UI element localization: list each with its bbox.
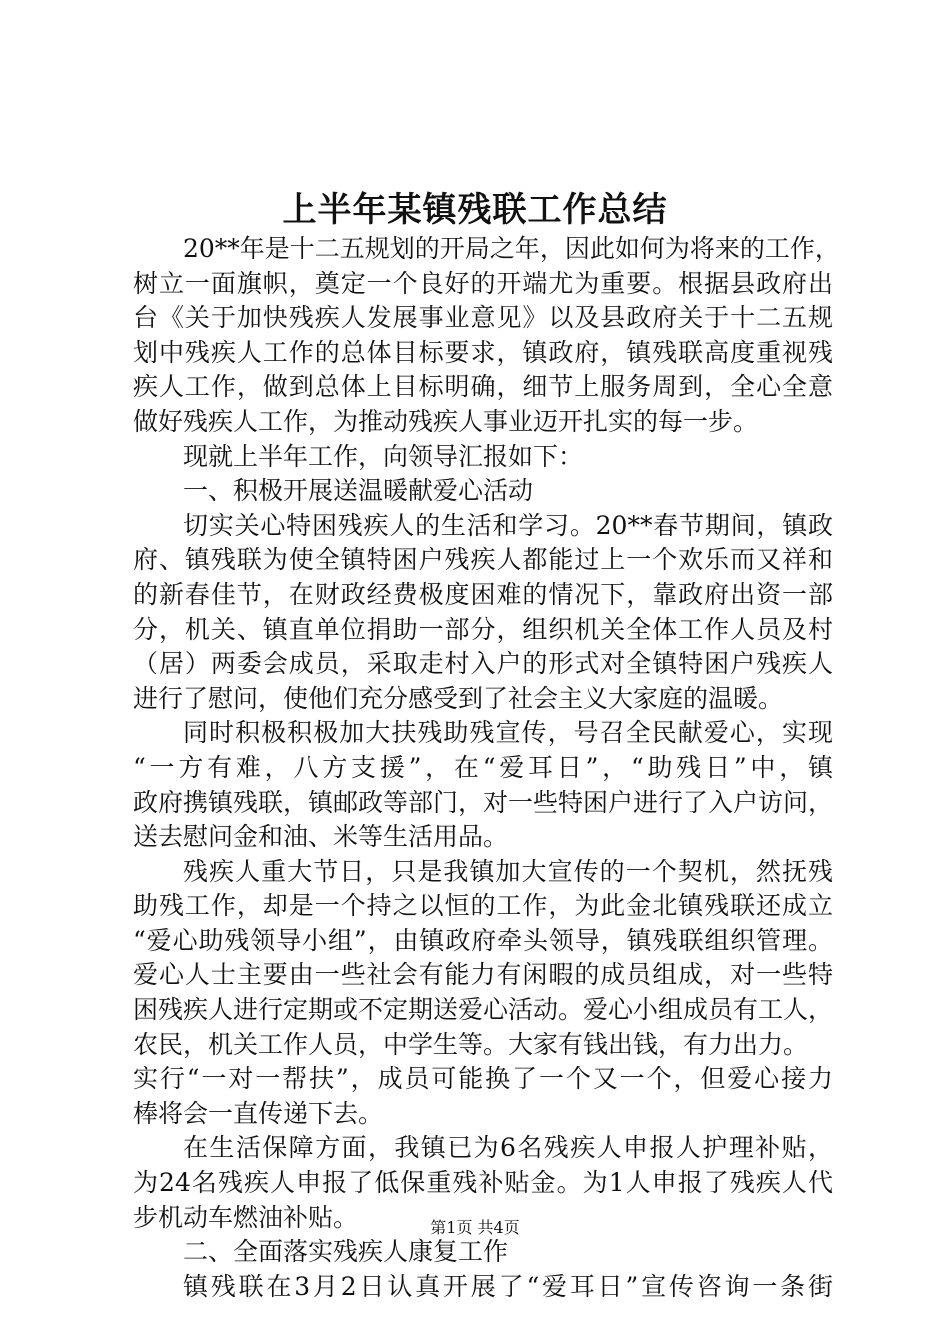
text-line: 划中残疾人工作的总体目标要求，镇政府，镇残联高度重视残 [133, 337, 833, 367]
document-body [133, 232, 840, 1304]
text-line: 棒将会一直传递下去。 [133, 1098, 384, 1128]
text-line: 步机动车燃油补贴。 [133, 1202, 359, 1232]
text-line: 台《关于加快残疾人发展事业意见》以及县政府关于十二五规 [133, 303, 833, 333]
text-line: 实行“一对一帮扶”，成员可能换了一个又一个，但爱心接力 [133, 1064, 833, 1094]
text-line: 疾人工作，做到总体上目标明确，细节上服务周到，全心全意 [133, 372, 833, 402]
text-line: 切实关心特困残疾人的生活和学习。20**春节期间，镇政 [183, 510, 833, 540]
text-line: 送去慰问金和油、米等生活用品。 [133, 822, 509, 852]
text-line: 残疾人重大节日，只是我镇加大宣传的一个契机，然抚残 [183, 856, 833, 886]
text-line: “爱心助残领导小组”，由镇政府牵头领导，镇残联组织管理。 [133, 925, 833, 955]
text-line: 20**年是十二五规划的开局之年，因此如何为将来的工作， [183, 234, 840, 263]
text-line: 分，机关、镇直单位捐助一部分，组织机关全体工作人员及村 [133, 614, 833, 644]
text-line: 的新春佳节，在财政经费极度困难的情况下，靠政府出资一部 [133, 579, 833, 609]
text-line: 现就上半年工作，向领导汇报如下： [183, 441, 584, 471]
text-line: 树立一面旗帜，奠定一个良好的开端尤为重要。根据县政府出 [133, 268, 833, 298]
text-line: 爱心人士主要由一些社会有能力有闲暇的成员组成，对一些特 [133, 960, 833, 990]
text-line: 困残疾人进行定期或不定期送爱心活动。爱心小组成员有工人， [133, 995, 834, 1025]
section-heading: 二、全面落实残疾人康复工作 [183, 1237, 509, 1267]
text-line: “一方有难，八方支援”，在“爱耳日”，“助残日”中，镇 [133, 752, 833, 782]
section-heading: 一、积极开展送温暖献爱心活动 [183, 476, 534, 506]
text-line: 进行了慰问，使他们充分感受到了社会主义大家庭的温暖。 [133, 683, 784, 713]
text-line: 政府携镇残联，镇邮政等部门，对一些特困户进行了入户访问， [133, 787, 834, 817]
text-line: 府、镇残联为使全镇特困户残疾人都能过上一个欢乐而又祥和 [133, 545, 833, 575]
text-line: 在生活保障方面，我镇已为6名残疾人申报人护理补贴， [183, 1133, 833, 1163]
text-line: 农民，机关工作人员，中学生等。大家有钱出钱，有力出力。 [133, 1029, 809, 1059]
text-line: 镇残联在3月2日认真开展了“爱耳日”宣传咨询一条街 [183, 1271, 833, 1301]
text-line: 做好残疾人工作，为推动残疾人事业迈开扎实的每一步。 [133, 406, 759, 436]
text-line: 同时积极积极加大扶残助残宣传，号召全民献爱心，实现 [183, 718, 833, 748]
text-line: 助残工作，却是一个持之以恒的工作，为此金北镇残联还成立 [133, 891, 833, 921]
text-line: 为24名残疾人申报了低保重残补贴金。为1人申报了残疾人代 [133, 1168, 833, 1198]
document-title: 上半年某镇残联工作总结 [282, 190, 668, 230]
page-footer: 第1页 共4页 [430, 1218, 520, 1237]
text-line: （居）两委会成员，采取走村入户的形式对全镇特困户残疾人 [133, 649, 833, 679]
